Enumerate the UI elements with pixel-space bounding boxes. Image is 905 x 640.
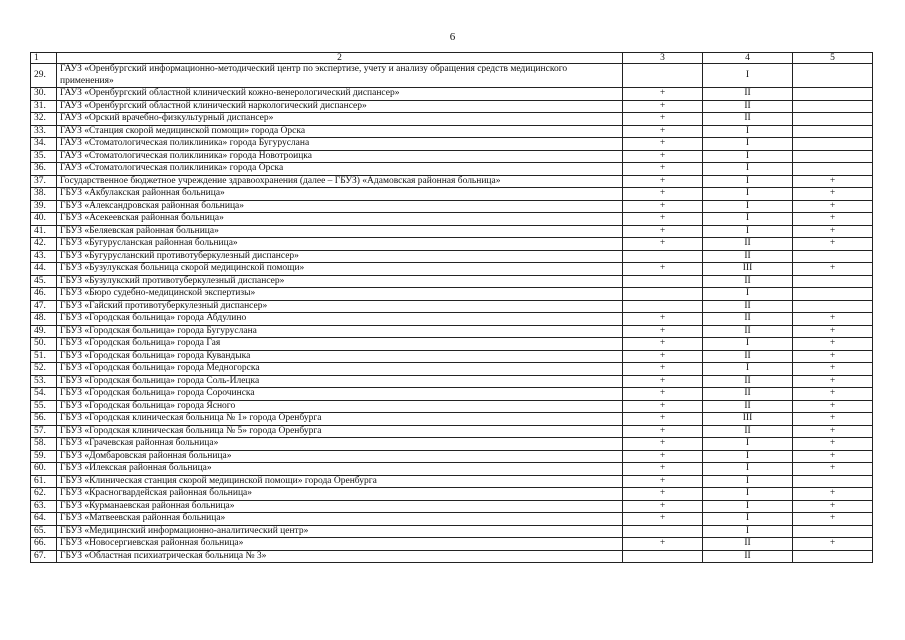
institution-name: ГАУЗ «Стоматологическая поликлиника» города Новотроицка xyxy=(57,150,623,163)
column-5-mark xyxy=(793,275,873,288)
column-5-mark: + xyxy=(793,463,873,476)
table-row xyxy=(31,200,873,213)
row-number: 64. xyxy=(31,513,57,526)
table-row xyxy=(31,538,873,551)
column-5-mark: + xyxy=(793,538,873,551)
institution-name: ГБУЗ «Городская больница» города Соль-Илецка xyxy=(57,375,623,388)
institution-name: ГБУЗ «Медицинский информационно-аналитический центр» xyxy=(57,525,623,538)
column-4-category: I xyxy=(703,125,793,138)
row-number: 57. xyxy=(31,425,57,438)
column-4-category: I xyxy=(703,338,793,351)
column-4-category: II xyxy=(703,113,793,126)
table-row xyxy=(31,488,873,501)
column-5-mark: + xyxy=(793,513,873,526)
institution-name: ГБУЗ «Асекеевская районная больница» xyxy=(57,213,623,226)
table-row xyxy=(31,388,873,401)
column-4-category: II xyxy=(703,388,793,401)
row-number: 58. xyxy=(31,438,57,451)
institution-name: ГБУЗ «Городская больница» города Абдулино xyxy=(57,313,623,326)
column-3-mark: + xyxy=(623,388,703,401)
column-4-category: II xyxy=(703,425,793,438)
column-4-category: I xyxy=(703,488,793,501)
institution-name: ГБУЗ «Городская больница» города Сорочинска xyxy=(57,388,623,401)
row-number: 31. xyxy=(31,100,57,113)
institution-name: ГАУЗ «Оренбургский областной клинический наркологический диспансер» xyxy=(57,100,623,113)
table-row xyxy=(31,300,873,313)
row-number: 40. xyxy=(31,213,57,226)
column-3-mark xyxy=(623,550,703,563)
column-4-category: III xyxy=(703,263,793,276)
column-3-mark: + xyxy=(623,538,703,551)
table-row xyxy=(31,125,873,138)
row-number: 50. xyxy=(31,338,57,351)
column-3-mark: + xyxy=(623,100,703,113)
row-number: 46. xyxy=(31,288,57,301)
column-5-mark xyxy=(793,138,873,151)
column-3-mark: + xyxy=(623,313,703,326)
column-5-mark: + xyxy=(793,488,873,501)
row-number: 34. xyxy=(31,138,57,151)
column-3-mark xyxy=(623,288,703,301)
row-number: 39. xyxy=(31,200,57,213)
row-number: 32. xyxy=(31,113,57,126)
table-row xyxy=(31,500,873,513)
column-3-mark: + xyxy=(623,363,703,376)
column-5-mark: + xyxy=(793,188,873,201)
column-4-category: I xyxy=(703,500,793,513)
column-4-category: II xyxy=(703,538,793,551)
column-4-category: II xyxy=(703,350,793,363)
row-number: 38. xyxy=(31,188,57,201)
column-3-mark: + xyxy=(623,163,703,176)
column-3-mark: + xyxy=(623,88,703,101)
column-5-mark xyxy=(793,288,873,301)
institution-name: ГАУЗ «Оренбургский областной клинический кожно-венерологический диспансер» xyxy=(57,88,623,101)
institution-name: Государственное бюджетное учреждение здравоохранения (далее – ГБУЗ) «Адамовская районная больница» xyxy=(57,175,623,188)
table-row xyxy=(31,88,873,101)
column-5-mark xyxy=(793,250,873,263)
institution-name: ГБУЗ «Акбулакская районная больница» xyxy=(57,188,623,201)
column-3-mark: + xyxy=(623,150,703,163)
column-5-mark: + xyxy=(793,325,873,338)
page-number: 6 xyxy=(449,31,456,43)
institution-name: ГБУЗ «Курманаевская районная больница» xyxy=(57,500,623,513)
column-header-5: 5 xyxy=(793,53,873,64)
table-row xyxy=(31,150,873,163)
column-3-mark: + xyxy=(623,475,703,488)
column-4-category: II xyxy=(703,275,793,288)
column-3-mark: + xyxy=(623,125,703,138)
column-5-mark: + xyxy=(793,450,873,463)
column-3-mark: + xyxy=(623,200,703,213)
institution-name: ГБУЗ «Бюро судебно-медицинской экспертизы» xyxy=(57,288,623,301)
column-4-category: II xyxy=(703,550,793,563)
institution-name: ГБУЗ «Городская больница» города Гая xyxy=(57,338,623,351)
column-header-4: 4 xyxy=(703,53,793,64)
institution-name: ГБУЗ «Беляевская районная больница» xyxy=(57,225,623,238)
institution-name: ГБУЗ «Матвеевская районная больница» xyxy=(57,513,623,526)
column-5-mark: + xyxy=(793,350,873,363)
table-row xyxy=(31,313,873,326)
table-row xyxy=(31,425,873,438)
column-5-mark xyxy=(793,525,873,538)
column-5-mark xyxy=(793,475,873,488)
column-4-category: II xyxy=(703,300,793,313)
column-3-mark: + xyxy=(623,350,703,363)
column-3-mark xyxy=(623,250,703,263)
institution-name: ГБУЗ «Красногвардейская районная больница» xyxy=(57,488,623,501)
column-4-category: I xyxy=(703,475,793,488)
column-3-mark: + xyxy=(623,450,703,463)
column-5-mark xyxy=(793,88,873,101)
row-number: 37. xyxy=(31,175,57,188)
column-3-mark: + xyxy=(623,513,703,526)
table-row xyxy=(31,113,873,126)
row-number: 29. xyxy=(31,64,57,88)
table-row xyxy=(31,475,873,488)
column-4-category: II xyxy=(703,250,793,263)
column-5-mark: + xyxy=(793,500,873,513)
institution-name: ГБУЗ «Областная психиатрическая больница № 3» xyxy=(57,550,623,563)
row-number: 52. xyxy=(31,363,57,376)
row-number: 45. xyxy=(31,275,57,288)
column-3-mark: + xyxy=(623,175,703,188)
column-4-category: I xyxy=(703,513,793,526)
column-5-mark xyxy=(793,125,873,138)
column-5-mark xyxy=(793,163,873,176)
table-row xyxy=(31,413,873,426)
table-row xyxy=(31,288,873,301)
column-3-mark xyxy=(623,64,703,88)
row-number: 63. xyxy=(31,500,57,513)
column-4-category: II xyxy=(703,325,793,338)
table-row xyxy=(31,438,873,451)
column-3-mark xyxy=(623,300,703,313)
column-5-mark: + xyxy=(793,213,873,226)
row-number: 61. xyxy=(31,475,57,488)
column-4-category: I xyxy=(703,150,793,163)
column-3-mark: + xyxy=(623,375,703,388)
table-row xyxy=(31,275,873,288)
row-number: 43. xyxy=(31,250,57,263)
column-5-mark xyxy=(793,150,873,163)
row-number: 49. xyxy=(31,325,57,338)
table-row xyxy=(31,263,873,276)
column-5-mark xyxy=(793,64,873,88)
column-4-category: II xyxy=(703,238,793,251)
table-header-row xyxy=(31,53,873,64)
institution-name: ГБУЗ «Бузулукский противотуберкулезный диспансер» xyxy=(57,275,623,288)
column-5-mark xyxy=(793,113,873,126)
institution-name: ГБУЗ «Гайский противотуберкулезный диспансер» xyxy=(57,300,623,313)
column-3-mark: + xyxy=(623,263,703,276)
row-number: 51. xyxy=(31,350,57,363)
column-4-category: I xyxy=(703,463,793,476)
column-4-category: I xyxy=(703,288,793,301)
row-number: 30. xyxy=(31,88,57,101)
institution-name: ГБУЗ «Александровская районная больница» xyxy=(57,200,623,213)
institution-name: ГБУЗ «Грачевская районная больница» xyxy=(57,438,623,451)
column-4-category: I xyxy=(703,200,793,213)
row-number: 48. xyxy=(31,313,57,326)
row-number: 41. xyxy=(31,225,57,238)
table-row xyxy=(31,163,873,176)
table-row xyxy=(31,250,873,263)
column-4-category: II xyxy=(703,88,793,101)
column-4-category: II xyxy=(703,100,793,113)
institution-name: ГАУЗ «Оренбургский информационно-методический центр по экспертизе, учету и анализу обращения средств медицинского применения» xyxy=(57,64,623,88)
institution-name: ГБУЗ «Новосергиевская районная больница» xyxy=(57,538,623,551)
column-3-mark: + xyxy=(623,238,703,251)
column-header-2: 2 xyxy=(57,53,623,64)
row-number: 44. xyxy=(31,263,57,276)
column-4-category: I xyxy=(703,213,793,226)
column-3-mark: + xyxy=(623,325,703,338)
column-5-mark: + xyxy=(793,388,873,401)
institution-name: ГБУЗ «Бугурусланский противотуберкулезный диспансер» xyxy=(57,250,623,263)
table-row xyxy=(31,100,873,113)
table-row xyxy=(31,450,873,463)
institution-name: ГБУЗ «Бузулукская больница скорой медицинской помощи» xyxy=(57,263,623,276)
institution-name: ГАУЗ «Орский врачебно-физкультурный диспансер» xyxy=(57,113,623,126)
table-row xyxy=(31,350,873,363)
table-row xyxy=(31,64,873,88)
column-3-mark: + xyxy=(623,113,703,126)
institution-name: ГБУЗ «Городская больница» города Кувандыка xyxy=(57,350,623,363)
column-3-mark xyxy=(623,525,703,538)
institution-name: ГАУЗ «Стоматологическая поликлиника» города Орска xyxy=(57,163,623,176)
column-4-category: II xyxy=(703,400,793,413)
table-row xyxy=(31,238,873,251)
table-row xyxy=(31,363,873,376)
row-number: 56. xyxy=(31,413,57,426)
table-row xyxy=(31,400,873,413)
table-row xyxy=(31,338,873,351)
column-5-mark: + xyxy=(793,400,873,413)
table-row xyxy=(31,225,873,238)
column-5-mark: + xyxy=(793,413,873,426)
table-row xyxy=(31,525,873,538)
row-number: 60. xyxy=(31,463,57,476)
row-number: 33. xyxy=(31,125,57,138)
table-row xyxy=(31,513,873,526)
column-3-mark: + xyxy=(623,338,703,351)
row-number: 55. xyxy=(31,400,57,413)
column-4-category: I xyxy=(703,188,793,201)
column-3-mark: + xyxy=(623,188,703,201)
column-3-mark: + xyxy=(623,425,703,438)
row-number: 67. xyxy=(31,550,57,563)
column-5-mark: + xyxy=(793,425,873,438)
table-row xyxy=(31,375,873,388)
row-number: 36. xyxy=(31,163,57,176)
row-number: 42. xyxy=(31,238,57,251)
institution-name: ГБУЗ «Илекская районная больница» xyxy=(57,463,623,476)
table-row xyxy=(31,188,873,201)
column-3-mark: + xyxy=(623,213,703,226)
column-4-category: II xyxy=(703,375,793,388)
institutions-table xyxy=(30,52,873,563)
table-row xyxy=(31,213,873,226)
row-number: 47. xyxy=(31,300,57,313)
column-4-category: I xyxy=(703,363,793,376)
column-3-mark: + xyxy=(623,500,703,513)
column-4-category: II xyxy=(703,313,793,326)
column-5-mark: + xyxy=(793,438,873,451)
column-5-mark: + xyxy=(793,313,873,326)
column-3-mark: + xyxy=(623,400,703,413)
column-4-category: I xyxy=(703,138,793,151)
column-header-1: 1 xyxy=(31,53,57,64)
column-5-mark: + xyxy=(793,375,873,388)
table-row xyxy=(31,138,873,151)
column-4-category: I xyxy=(703,225,793,238)
column-3-mark: + xyxy=(623,138,703,151)
column-5-mark xyxy=(793,550,873,563)
column-5-mark: + xyxy=(793,238,873,251)
column-4-category: I xyxy=(703,450,793,463)
institution-name: ГБУЗ «Городская больница» города Ясного xyxy=(57,400,623,413)
row-number: 65. xyxy=(31,525,57,538)
column-4-category: I xyxy=(703,525,793,538)
column-4-category: I xyxy=(703,438,793,451)
row-number: 54. xyxy=(31,388,57,401)
institution-name: ГБУЗ «Городская клиническая больница № 1» города Оренбурга xyxy=(57,413,623,426)
column-5-mark: + xyxy=(793,363,873,376)
column-4-category: I xyxy=(703,64,793,88)
institution-name: ГАУЗ «Станция скорой медицинской помощи» города Орска xyxy=(57,125,623,138)
column-header-3: 3 xyxy=(623,53,703,64)
table-row xyxy=(31,175,873,188)
column-5-mark xyxy=(793,100,873,113)
column-5-mark: + xyxy=(793,338,873,351)
institution-name: ГБУЗ «Бугурусланская районная больница» xyxy=(57,238,623,251)
column-5-mark xyxy=(793,300,873,313)
column-4-category: III xyxy=(703,413,793,426)
row-number: 59. xyxy=(31,450,57,463)
column-3-mark: + xyxy=(623,225,703,238)
column-5-mark: + xyxy=(793,200,873,213)
column-3-mark: + xyxy=(623,463,703,476)
column-4-category: I xyxy=(703,175,793,188)
column-5-mark: + xyxy=(793,225,873,238)
table-row xyxy=(31,550,873,563)
table-row xyxy=(31,463,873,476)
column-3-mark: + xyxy=(623,488,703,501)
institution-name: ГБУЗ «Городская клиническая больница № 5» города Оренбурга xyxy=(57,425,623,438)
institution-name: ГБУЗ «Городская больница» города Медногорска xyxy=(57,363,623,376)
column-3-mark xyxy=(623,275,703,288)
column-5-mark: + xyxy=(793,175,873,188)
institution-name: ГБУЗ «Домбаровская районная больница» xyxy=(57,450,623,463)
row-number: 66. xyxy=(31,538,57,551)
column-3-mark: + xyxy=(623,438,703,451)
column-3-mark: + xyxy=(623,413,703,426)
row-number: 53. xyxy=(31,375,57,388)
row-number: 62. xyxy=(31,488,57,501)
institution-name: ГБУЗ «Городская больница» города Бугуруслана xyxy=(57,325,623,338)
institution-name: ГАУЗ «Стоматологическая поликлиника» города Бугурусланa xyxy=(57,138,623,151)
institution-name: ГБУЗ «Клиническая станция скорой медицинской помощи» города Оренбурга xyxy=(57,475,623,488)
table-row xyxy=(31,325,873,338)
column-4-category: I xyxy=(703,163,793,176)
column-5-mark: + xyxy=(793,263,873,276)
row-number: 35. xyxy=(31,150,57,163)
